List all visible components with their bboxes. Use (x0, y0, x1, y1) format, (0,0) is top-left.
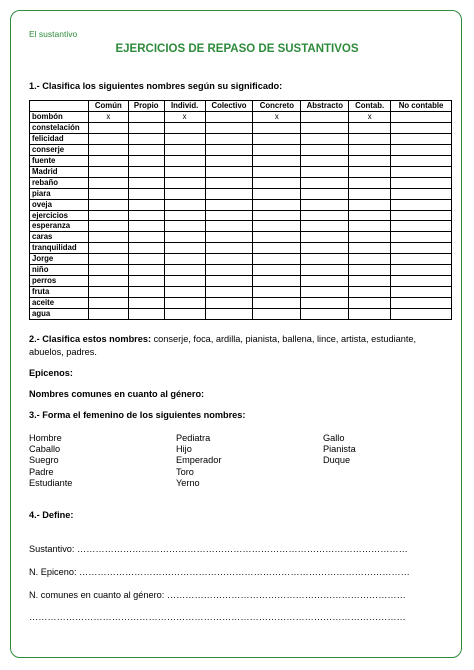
classification-cell[interactable] (349, 221, 391, 232)
classification-cell[interactable] (164, 287, 205, 298)
table-row (30, 276, 452, 287)
classification-cell[interactable] (164, 309, 205, 320)
classification-cell[interactable] (349, 232, 391, 243)
question-3-heading: 3.- Forma el femenino de los siguientes nombres: (29, 410, 246, 420)
classification-cell[interactable] (88, 199, 128, 210)
classification-cell[interactable] (253, 243, 301, 254)
classification-cell[interactable] (128, 199, 164, 210)
classification-cell[interactable] (128, 298, 164, 309)
classification-cell[interactable] (301, 177, 349, 188)
classification-cell[interactable] (128, 276, 164, 287)
classification-cell[interactable] (301, 287, 349, 298)
classification-cell[interactable] (88, 122, 128, 133)
classification-cell[interactable] (391, 210, 452, 221)
word-item: Hombre (29, 433, 62, 443)
classification-cell[interactable] (128, 166, 164, 177)
classification-cell[interactable] (128, 221, 164, 232)
classification-cell[interactable] (391, 111, 452, 122)
classification-cell[interactable] (128, 111, 164, 122)
classification-cell[interactable] (164, 144, 205, 155)
classification-cell[interactable] (391, 265, 452, 276)
row-word: constelación (30, 122, 89, 133)
row-word: ejercicios (30, 210, 89, 221)
classification-cell[interactable] (301, 155, 349, 166)
classification-cell[interactable] (301, 243, 349, 254)
header-tag: El sustantivo (29, 29, 78, 39)
classification-cell[interactable] (253, 199, 301, 210)
classification-cell[interactable] (164, 210, 205, 221)
classification-cell[interactable] (128, 188, 164, 199)
classification-cell[interactable]: x (253, 111, 301, 122)
classification-cell[interactable] (301, 144, 349, 155)
classification-cell[interactable] (349, 254, 391, 265)
classification-cell[interactable] (164, 265, 205, 276)
classification-cell[interactable] (164, 177, 205, 188)
word-item: Hijo (176, 444, 192, 455)
word-item: Estudiante (29, 477, 73, 488)
classification-cell[interactable] (301, 276, 349, 287)
question-2-text: conserje, foca, ardilla, pianista, ballena, lince, artista, estudiante, abuelos, padres. (29, 334, 417, 357)
classification-cell[interactable] (349, 188, 391, 199)
classification-table (29, 100, 452, 320)
word-item: Pediatra (176, 433, 211, 443)
table-body (30, 111, 452, 319)
table-row (30, 221, 452, 232)
classification-cell[interactable] (128, 232, 164, 243)
word-item: Duque (323, 455, 351, 466)
classification-cell[interactable] (253, 144, 301, 155)
classification-cell[interactable] (349, 155, 391, 166)
classification-cell[interactable] (205, 199, 253, 210)
classification-cell[interactable]: x (88, 111, 128, 122)
classification-cell[interactable]: x (349, 111, 391, 122)
row-word: aceite (30, 298, 89, 309)
table-row (30, 188, 452, 199)
classification-cell[interactable] (349, 122, 391, 133)
table-row (30, 210, 452, 221)
table-row (30, 166, 452, 177)
row-word: bombón (30, 111, 89, 122)
classification-cell[interactable] (391, 144, 452, 155)
classification-cell[interactable] (164, 133, 205, 144)
classification-cell[interactable] (391, 155, 452, 166)
classification-cell[interactable] (253, 133, 301, 144)
classification-cell[interactable] (301, 265, 349, 276)
classification-cell[interactable] (253, 276, 301, 287)
classification-cell[interactable] (205, 276, 253, 287)
word-column-3 (323, 433, 356, 467)
row-word: fuente (30, 155, 89, 166)
word-item: Pianista (323, 444, 356, 455)
classification-cell[interactable] (349, 287, 391, 298)
row-word: piara (30, 188, 89, 199)
word-item: Emperador (176, 455, 222, 466)
classification-cell[interactable] (253, 155, 301, 166)
define-line-epiceno[interactable]: N. Epiceno: ……………………………………………………………………………………………… (29, 567, 410, 577)
row-word: Jorge (30, 254, 89, 265)
classification-cell[interactable] (391, 298, 452, 309)
table-row (30, 309, 452, 320)
classification-cell[interactable] (205, 254, 253, 265)
classification-cell[interactable] (301, 122, 349, 133)
table-row (30, 243, 452, 254)
classification-cell[interactable] (205, 287, 253, 298)
classification-cell[interactable] (391, 287, 452, 298)
word-column-1 (29, 433, 72, 489)
classification-cell[interactable] (253, 254, 301, 265)
row-word: fruta (30, 287, 89, 298)
classification-cell[interactable] (253, 177, 301, 188)
classification-cell[interactable] (349, 166, 391, 177)
classification-cell[interactable] (253, 122, 301, 133)
row-word: oveja (30, 199, 89, 210)
table-column-header: Común (88, 101, 128, 112)
classification-cell[interactable] (164, 232, 205, 243)
classification-cell[interactable] (349, 243, 391, 254)
table-row (30, 144, 452, 155)
table-column-header: No contable (391, 101, 452, 112)
classification-cell[interactable] (253, 188, 301, 199)
classification-cell[interactable] (301, 254, 349, 265)
classification-cell[interactable] (164, 243, 205, 254)
classification-cell[interactable] (164, 298, 205, 309)
classification-cell[interactable] (128, 243, 164, 254)
classification-cell[interactable] (349, 309, 391, 320)
word-item: Gallo (323, 433, 345, 443)
table-row (30, 287, 452, 298)
classification-cell[interactable] (349, 144, 391, 155)
classification-cell[interactable] (253, 221, 301, 232)
classification-cell[interactable] (205, 265, 253, 276)
classification-cell[interactable] (349, 276, 391, 287)
word-column-2 (176, 433, 221, 489)
classification-cell[interactable] (88, 133, 128, 144)
row-word: Madrid (30, 166, 89, 177)
classification-cell[interactable] (164, 199, 205, 210)
nombres-comunes-genero-label: Nombres comunes en cuanto al género: (29, 389, 205, 399)
epicenos-label: Epicenos: (29, 368, 73, 378)
classification-cell[interactable] (205, 166, 253, 177)
classification-cell[interactable] (205, 298, 253, 309)
classification-cell[interactable] (391, 188, 452, 199)
classification-cell[interactable] (205, 177, 253, 188)
classification-cell[interactable] (164, 188, 205, 199)
table-column-header: Abstracto (301, 101, 349, 112)
word-item: Padre (29, 466, 54, 477)
table-column-header: Concreto (253, 101, 301, 112)
question-1-heading: 1.- Clasifica los siguientes nombres según su significado: (29, 81, 283, 91)
classification-cell[interactable] (205, 243, 253, 254)
classification-cell[interactable] (128, 287, 164, 298)
classification-cell[interactable] (253, 298, 301, 309)
classification-cell[interactable] (164, 221, 205, 232)
word-item: Suegro (29, 455, 59, 466)
table-row (30, 265, 452, 276)
classification-cell[interactable] (301, 298, 349, 309)
classification-cell[interactable] (391, 199, 452, 210)
classification-cell[interactable] (391, 243, 452, 254)
classification-cell[interactable] (164, 254, 205, 265)
row-word: caras (30, 232, 89, 243)
table-row (30, 111, 452, 122)
classification-cell[interactable] (128, 144, 164, 155)
classification-cell[interactable] (205, 309, 253, 320)
table-column-header: Contab. (349, 101, 391, 112)
classification-cell[interactable]: x (164, 111, 205, 122)
table-row (30, 298, 452, 309)
classification-cell[interactable] (164, 166, 205, 177)
classification-cell[interactable] (349, 210, 391, 221)
classification-cell[interactable] (349, 133, 391, 144)
classification-cell[interactable] (88, 155, 128, 166)
classification-cell[interactable] (349, 199, 391, 210)
classification-cell[interactable] (164, 155, 205, 166)
classification-cell[interactable] (391, 166, 452, 177)
table-row (30, 122, 452, 133)
classification-cell[interactable] (88, 221, 128, 232)
table-header (30, 101, 452, 112)
classification-cell[interactable] (88, 287, 128, 298)
classification-cell[interactable] (88, 232, 128, 243)
table-column-header (30, 101, 89, 112)
classification-cell[interactable] (349, 265, 391, 276)
classification-cell[interactable] (88, 188, 128, 199)
classification-cell[interactable] (301, 188, 349, 199)
question-2-label: 2.- Clasifica estos nombres: (29, 334, 152, 344)
classification-cell[interactable] (88, 177, 128, 188)
classification-cell[interactable] (391, 254, 452, 265)
table-row (30, 254, 452, 265)
classification-cell[interactable] (88, 166, 128, 177)
question-4-heading: 4.- Define: (29, 510, 74, 520)
classification-cell[interactable] (128, 133, 164, 144)
classification-cell[interactable] (128, 265, 164, 276)
classification-cell[interactable] (88, 254, 128, 265)
classification-cell[interactable] (205, 188, 253, 199)
classification-cell[interactable] (391, 309, 452, 320)
table-row (30, 133, 452, 144)
classification-cell[interactable] (88, 298, 128, 309)
classification-cell[interactable] (128, 254, 164, 265)
table-row (30, 232, 452, 243)
table-column-header: Individ. (164, 101, 205, 112)
row-word: tranquilidad (30, 243, 89, 254)
classification-cell[interactable] (301, 199, 349, 210)
define-line-extra[interactable]: …………………………………………………………………………………………………………… (29, 612, 406, 622)
classification-cell[interactable] (128, 155, 164, 166)
row-word: felicidad (30, 133, 89, 144)
classification-cell[interactable] (391, 232, 452, 243)
classification-cell[interactable] (301, 210, 349, 221)
classification-cell[interactable] (253, 210, 301, 221)
row-word: rebaño (30, 177, 89, 188)
classification-cell[interactable] (349, 298, 391, 309)
classification-cell[interactable] (253, 166, 301, 177)
row-word: perros (30, 276, 89, 287)
classification-cell[interactable] (205, 232, 253, 243)
table-row (30, 177, 452, 188)
classification-cell[interactable] (391, 221, 452, 232)
classification-cell[interactable] (301, 309, 349, 320)
word-item: Caballo (29, 444, 61, 455)
classification-cell[interactable] (349, 177, 391, 188)
define-line-sustantivo[interactable]: Sustantivo: ……………………………………………………………………………………………… (29, 544, 408, 554)
classification-cell[interactable] (205, 122, 253, 133)
classification-cell[interactable] (128, 122, 164, 133)
classification-cell[interactable] (391, 276, 452, 287)
classification-cell[interactable] (301, 133, 349, 144)
classification-cell[interactable] (88, 210, 128, 221)
classification-cell[interactable] (253, 265, 301, 276)
classification-cell[interactable] (205, 221, 253, 232)
classification-cell[interactable] (205, 155, 253, 166)
table-column-header: Propio (128, 101, 164, 112)
table-column-header: Colectivo (205, 101, 253, 112)
classification-cell[interactable] (128, 309, 164, 320)
classification-cell[interactable] (253, 287, 301, 298)
classification-cell[interactable] (205, 144, 253, 155)
table-row (30, 199, 452, 210)
classification-cell[interactable] (205, 111, 253, 122)
classification-cell[interactable] (205, 133, 253, 144)
classification-cell[interactable] (128, 210, 164, 221)
word-item: Toro (176, 466, 194, 477)
page-title: EJERCICIOS DE REPASO DE SUSTANTIVOS (115, 43, 359, 55)
classification-cell[interactable] (88, 265, 128, 276)
row-word: conserje (30, 144, 89, 155)
classification-cell[interactable] (391, 122, 452, 133)
classification-cell[interactable] (164, 276, 205, 287)
classification-cell[interactable] (88, 144, 128, 155)
table-row (30, 155, 452, 166)
define-line-comunes[interactable]: N. comunes en cuanto al género: …………………………………………………………………… (29, 590, 406, 600)
classification-cell[interactable] (253, 309, 301, 320)
classification-cell[interactable] (88, 276, 128, 287)
classification-cell[interactable] (205, 210, 253, 221)
classification-cell[interactable] (301, 166, 349, 177)
classification-cell[interactable] (301, 221, 349, 232)
classification-cell[interactable] (88, 309, 128, 320)
classification-cell[interactable] (128, 177, 164, 188)
question-2 (29, 333, 444, 358)
word-item: Yerno (176, 477, 200, 488)
classification-cell[interactable] (301, 111, 349, 122)
row-word: agua (30, 309, 89, 320)
row-word: esperanza (30, 221, 89, 232)
classification-cell[interactable] (253, 232, 301, 243)
classification-cell[interactable] (88, 243, 128, 254)
classification-cell[interactable] (301, 232, 349, 243)
row-word: niño (30, 265, 89, 276)
classification-cell[interactable] (391, 177, 452, 188)
classification-cell[interactable] (164, 122, 205, 133)
classification-cell[interactable] (391, 133, 452, 144)
